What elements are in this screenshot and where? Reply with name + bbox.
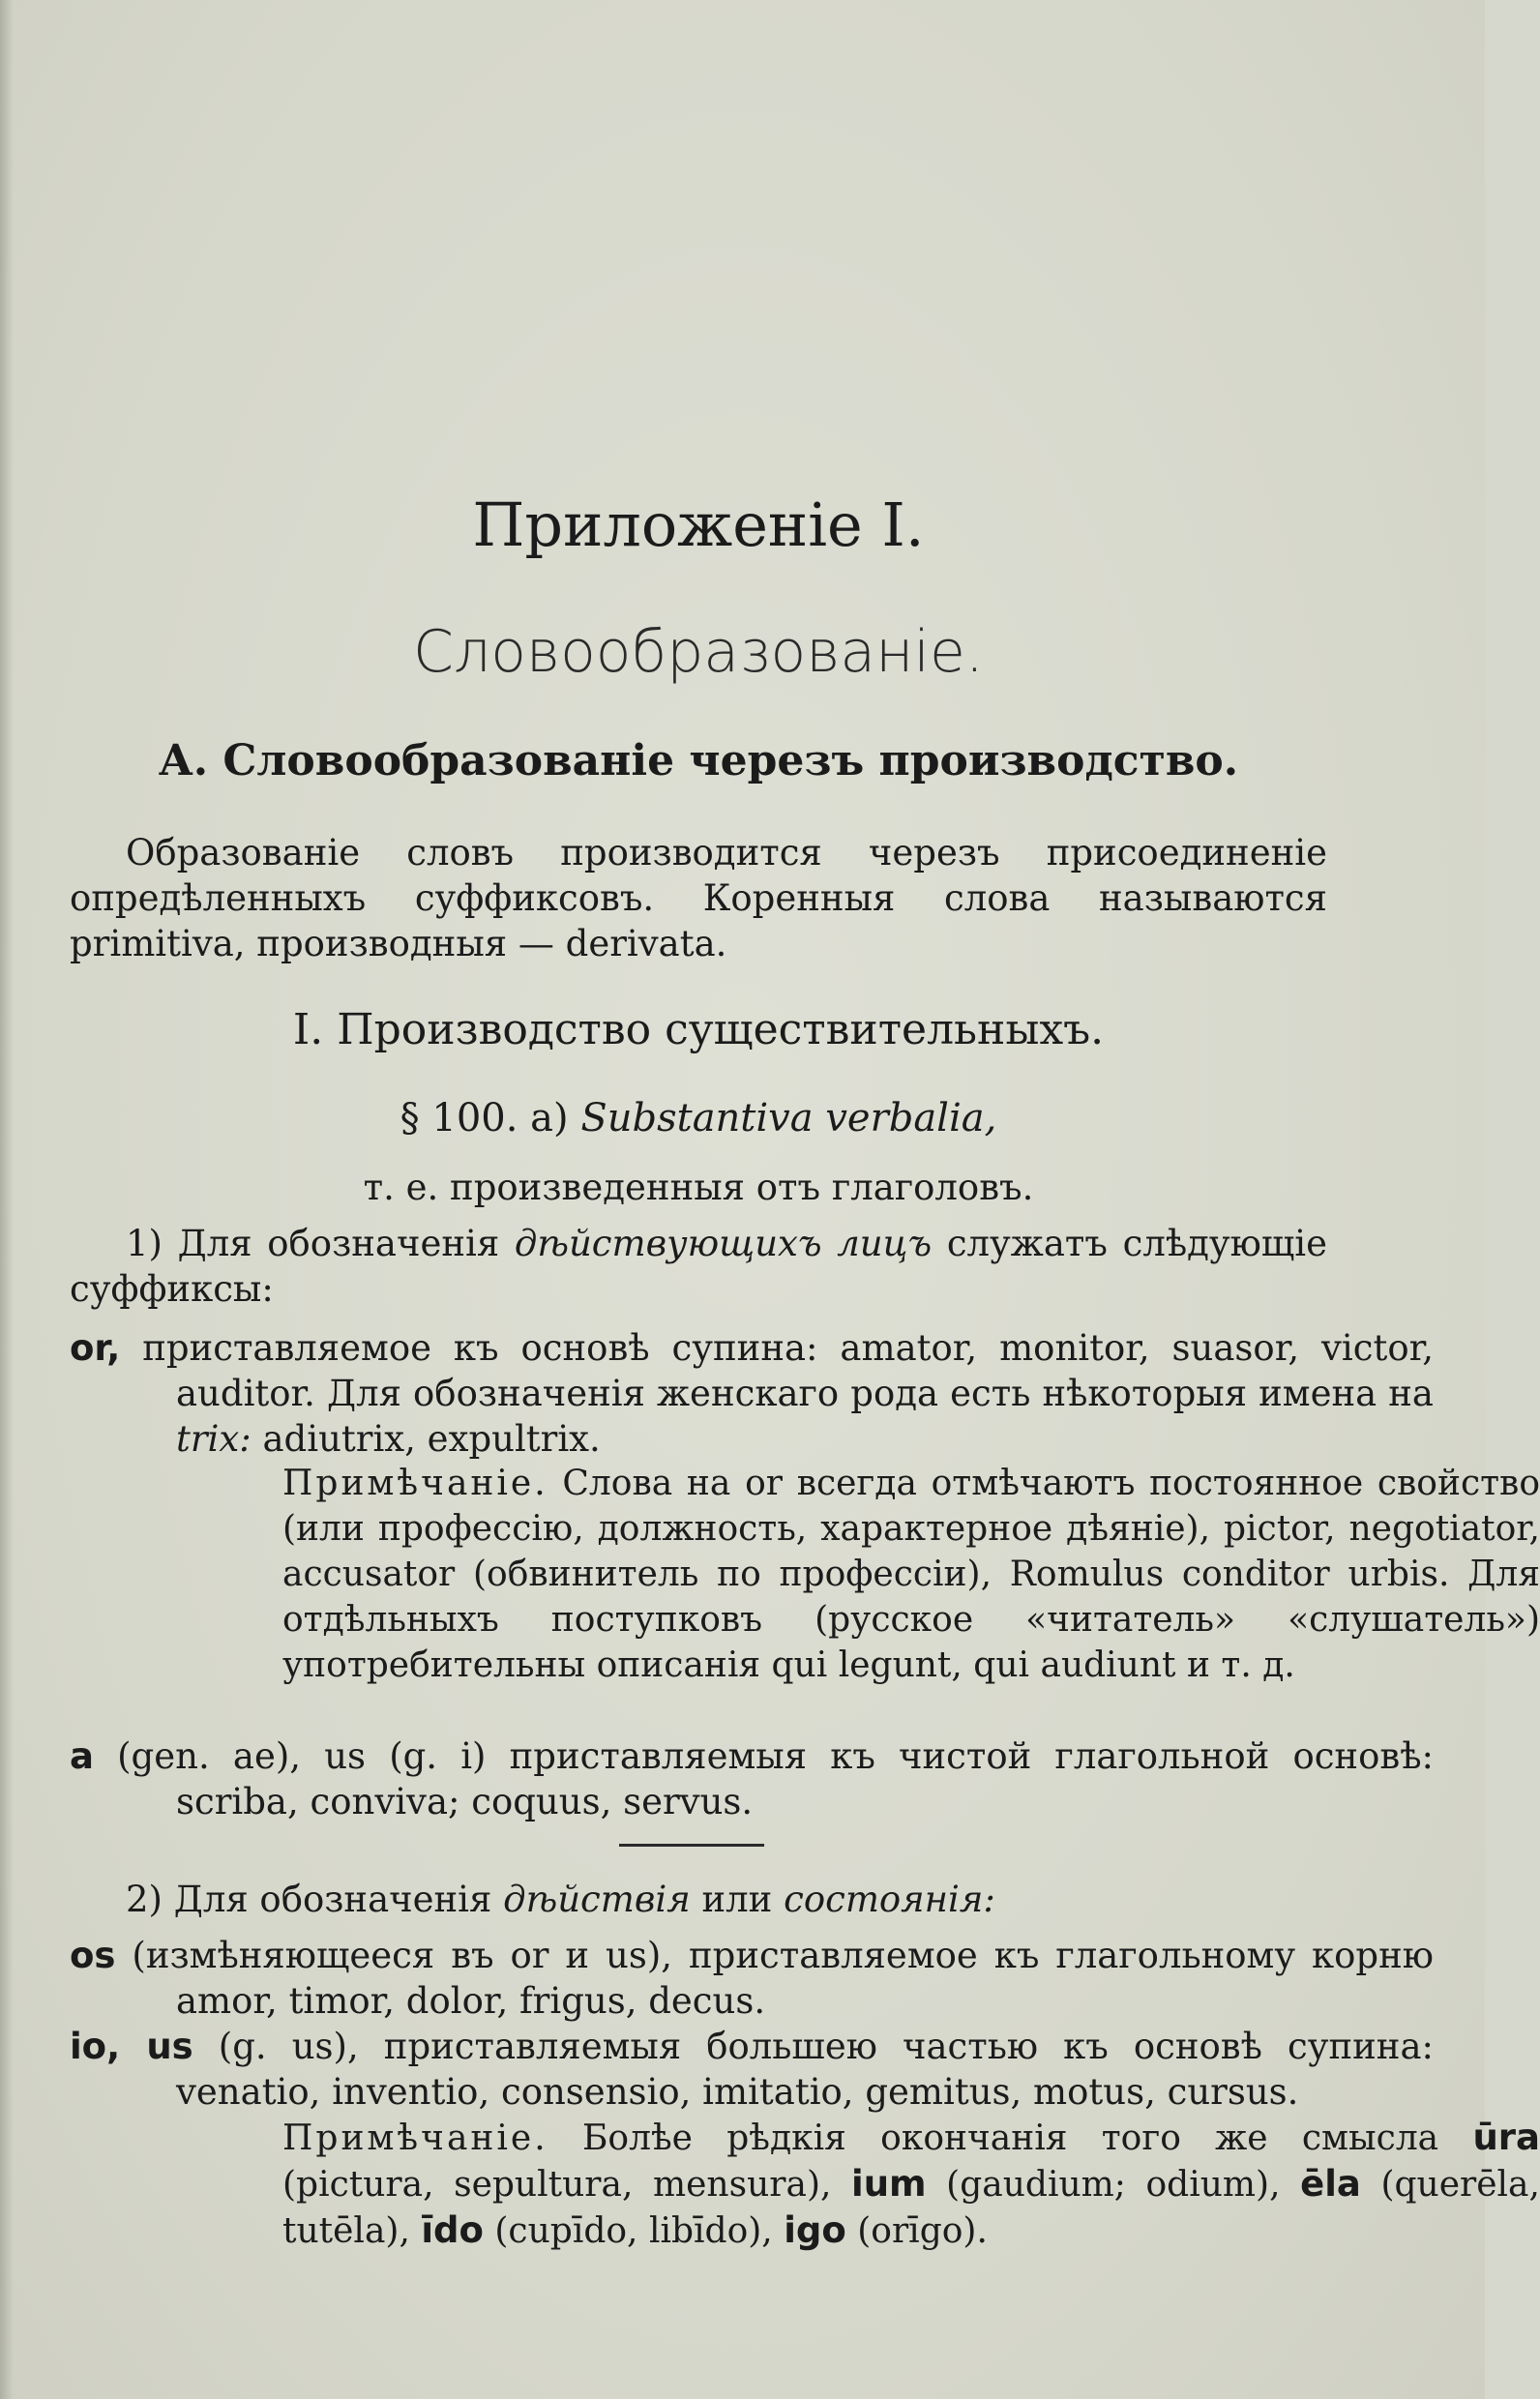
item2-paragraph [70, 1877, 1327, 1922]
note2-label: Примѣчанie. [282, 2118, 548, 2158]
item2-italic-action: дѣйствія [503, 1879, 691, 1920]
item2-italic-state: состоянія: [784, 1879, 995, 1920]
note1-text: Слова на or всегда отмѣчаютъ постоянное свойство (или профессію, должность, характерное дѣяніе), pictor, negotiator, accusator (обвинитель по профессіи), Romulus conditor urbis. Для отдѣльныхъ поступковъ (русское «читатель» «слушатель») употребительны описанія qui legunt, qui audiunt и т. д. [282, 1464, 1540, 1685]
item1-lead-b: служатъ слѣдующіе суффиксы: [70, 1223, 1328, 1310]
note2-suffix-ium: ium [851, 2163, 927, 2205]
suffix-or-text-b: adiutrix, expultrix. [262, 1418, 601, 1460]
suffix-a-text-b: (g. i) приставляемыя къ чистой глагольной основѣ: scriba, conviva; coquus, servus. [176, 1735, 1434, 1822]
note2-ium-examples: (gaudium; odium), [946, 2165, 1281, 2205]
suffix-a-text-a: (gen. ae), [117, 1735, 302, 1777]
suffix-io-text: (g. us), приставляемыя большею частью къ основѣ супина: venatio, inventio, consensio, imitatio, gemitus, motus, cursus. [176, 2026, 1434, 2113]
note2-igo-examples: (orīgo). [857, 2211, 988, 2251]
item1-lead-a: 1) Для обозначенія [126, 1223, 500, 1264]
intro-paragraph: Образованie словъ производится черезъ присоединенie опредѣленныхъ суффиксовъ. Коренныя слова называются primitiva, производныя — derivata. [70, 832, 1327, 964]
suffix-or-entry [70, 1325, 1434, 1462]
note2 [70, 2115, 1540, 2254]
note1 [70, 1461, 1540, 1688]
suffix-or-text-a: приставляемое къ основѣ супина: amator, monitor, suasor, victor, auditor. Для обозначенія женскаго рода есть нѣкоторыя имена на [142, 1327, 1434, 1414]
paragraph-sign: § 100. а) [400, 1096, 569, 1140]
suffix-os: os [70, 1935, 116, 1976]
note1-label: Примѣчанie. [282, 1464, 548, 1503]
note2-suffix-ela: ēla [1300, 2163, 1361, 2205]
suffix-a: a [70, 1735, 94, 1777]
page-spine-shadow [0, 0, 14, 2399]
note2-suffix-ura: ūra [1472, 2117, 1540, 2158]
suffix-us: us [324, 1735, 367, 1777]
suffix-os-entry [70, 1933, 1434, 2024]
paragraph-subtitle: т. е. произведенныя отъ глаголовъ. [363, 1167, 1034, 1208]
section-divider [619, 1844, 764, 1847]
note2-ido-examples: (cupīdo, libīdo), [494, 2211, 773, 2251]
suffix-a-entry [70, 1733, 1434, 1824]
suffix-os-text: (измѣняющееся въ or и us), приставляемое къ глагольному корню amor, timor, dolor, frigus, decus. [132, 1935, 1434, 2022]
item1-lead-italic: дѣйствующихъ лицъ [514, 1223, 933, 1264]
paragraph-100-heading [70, 1093, 1327, 1143]
note2-text-a: Болѣе рѣдкія окончанія того же смысла [581, 2118, 1439, 2158]
item2-lead-a: 2) Для обозначенія [126, 1879, 492, 1920]
suffix-or-trix: trix: [176, 1418, 252, 1460]
note2-suffix-igo: igo [784, 2209, 846, 2251]
suffix-or: or, [70, 1327, 121, 1369]
suffix-io-us: io, us [70, 2026, 193, 2067]
suffix-io-entry [70, 2024, 1434, 2115]
item1-paragraph [70, 1221, 1327, 1312]
note2-ela-examples: (querēla, tutēla), [282, 2165, 1540, 2251]
part1-title: I. Производство существительныхъ. [292, 1005, 1105, 1054]
item2-or: или [701, 1879, 773, 1920]
note2-ura-examples: (pictura, sepultura, mensura), [282, 2165, 832, 2205]
subject-title: Словообразованie. [412, 618, 985, 686]
note2-suffix-ido: īdo [421, 2209, 484, 2251]
paragraph-title: Substantiva verbalia, [580, 1096, 997, 1140]
section-a-title: А. Словообразованie черезъ производство. [158, 736, 1239, 785]
appendix-title: Приложенie I. [472, 489, 925, 560]
